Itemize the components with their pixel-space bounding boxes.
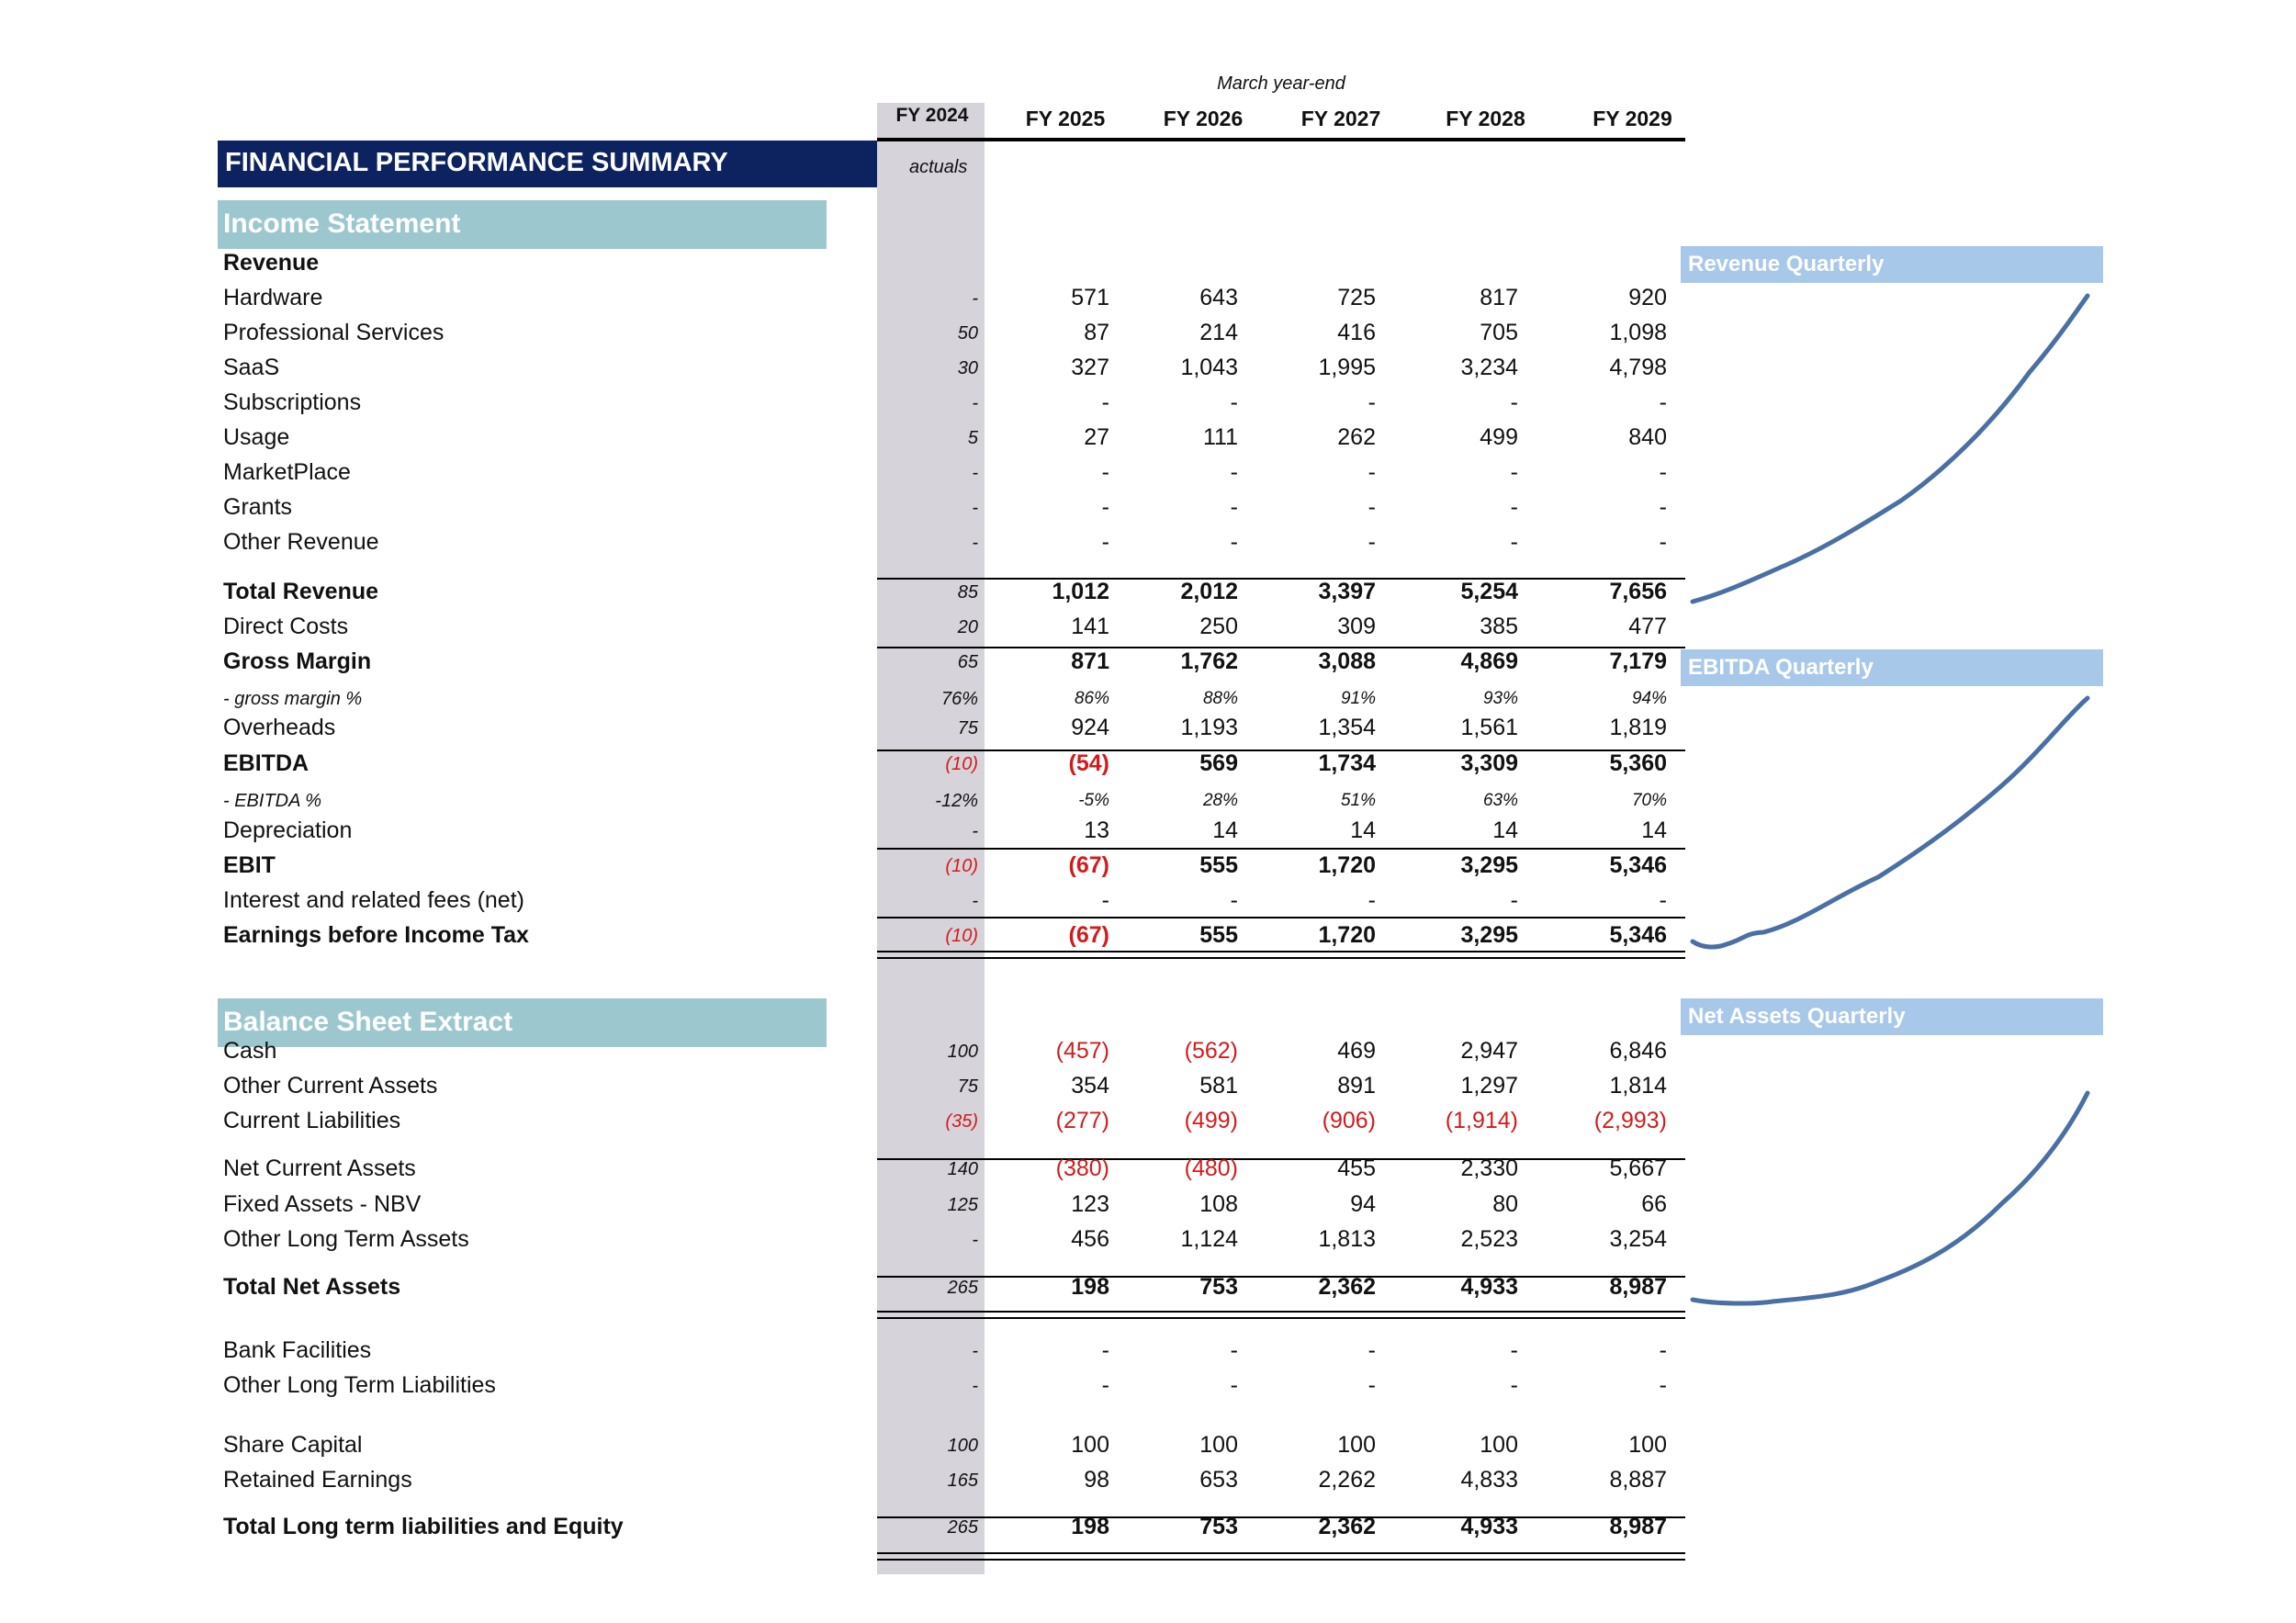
row-label: - EBITDA % [223,791,322,811]
table-cell: - [1659,459,1667,485]
table-cell: 100 [1071,1432,1109,1458]
table-cell: 8,887 [1609,1467,1667,1493]
table-cell: (10) [945,926,978,946]
table-cell: 5,360 [1609,750,1667,776]
row-label: Other Long Term Assets [223,1226,469,1252]
table-cell: 250 [1199,614,1238,639]
table-cell: 98 [1084,1467,1109,1493]
table-cell: - [1659,389,1667,415]
table-cell: 111 [1202,424,1238,450]
table-cell: 569 [1199,750,1238,776]
table-cell: - [1367,887,1376,913]
table-cell: 871 [1071,648,1109,674]
table-cell: 3,234 [1460,355,1518,380]
table-cell: (562) [1184,1038,1238,1064]
table-cell: 643 [1199,285,1238,310]
table-cell: 262 [1337,424,1376,450]
table-cell: (2,993) [1593,1108,1667,1133]
table-cell: 28% [1202,791,1238,810]
row-label: Total Net Assets [223,1274,401,1300]
table-cell: 7,179 [1609,648,1667,674]
table-cell: (10) [945,856,978,876]
table-cell: 66 [1641,1191,1667,1217]
table-cell: 3,397 [1318,579,1376,604]
table-cell: -12% [935,791,978,811]
table-cell: 198 [1071,1274,1109,1300]
table-cell: 1,354 [1318,715,1376,740]
table-cell: - [1230,389,1238,415]
table-cell: 75 [957,718,978,738]
table-cell: 3,295 [1460,852,1518,878]
table-cell: 1,734 [1318,750,1376,776]
row-label: Professional Services [223,320,445,345]
table-cell: - [1510,1337,1518,1363]
row-label: EBIT [223,852,276,878]
table-cell: - [1367,1372,1376,1398]
table-cell: - [1101,887,1109,913]
table-cell: 2,012 [1180,579,1238,604]
table-cell: - [1367,1337,1376,1363]
column-header-fy2028: FY 2028 [1446,107,1525,130]
table-cell: 20 [957,617,978,637]
table-cell: 214 [1199,320,1238,345]
table-cell: - [972,533,978,553]
table-cell: - [1659,529,1667,555]
table-cell: 753 [1199,1514,1238,1539]
section-balance-sheet: Balance Sheet Extract [218,998,827,1047]
table-cell: 5,254 [1460,579,1518,604]
table-cell: 1,762 [1180,648,1238,674]
table-cell: 80 [1492,1191,1518,1217]
table-cell: 1,720 [1318,922,1376,948]
row-label: Revenue [223,250,320,276]
row-label: Retained Earnings [223,1467,412,1493]
rule-ebit-tax-double-1 [877,951,1685,952]
table-cell: 2,362 [1318,1274,1376,1300]
table-cell: - [972,821,978,841]
table-cell: (35) [945,1111,978,1132]
row-label: Fixed Assets - NBV [223,1191,422,1217]
row-label: Other Revenue [223,529,379,555]
table-cell: 456 [1071,1226,1109,1252]
table-cell: 65 [957,652,978,672]
table-cell: 3,295 [1460,922,1518,948]
table-cell: 753 [1199,1274,1238,1300]
rule-equity-double-2 [877,1559,1685,1561]
chart-title-revenue: Revenue Quarterly [1681,246,2103,283]
table-cell: - [1659,887,1667,913]
table-cell: 2,947 [1460,1038,1518,1064]
table-cell: 1,043 [1180,355,1238,380]
table-cell: 100 [1199,1432,1238,1458]
row-label: Other Current Assets [223,1073,438,1099]
column-header-fy2025: FY 2025 [1025,107,1106,130]
table-cell: - [972,1376,978,1396]
row-label: Gross Margin [223,648,372,674]
table-cell: (906) [1322,1108,1376,1133]
table-cell: - [1230,1337,1238,1363]
table-cell: 4,933 [1460,1514,1518,1539]
rule-equity-double-1 [877,1552,1685,1554]
table-cell: 13 [1084,817,1109,843]
table-cell: 141 [1071,614,1109,639]
table-cell: 2,330 [1460,1155,1518,1181]
table-cell: - [1510,529,1518,555]
table-cell: 14 [1212,817,1238,843]
table-cell: 14 [1492,817,1518,843]
column-header-fy2027: FY 2027 [1300,107,1381,130]
table-cell: 94% [1631,689,1667,708]
table-cell: 108 [1199,1191,1238,1217]
table-cell: 140 [947,1159,978,1179]
table-cell: 14 [1641,817,1667,843]
table-cell: - [1367,389,1376,415]
table-cell: 123 [1071,1191,1109,1217]
table-cell: 1,098 [1609,320,1667,345]
table-cell: - [1230,1372,1238,1398]
row-label: Grants [223,494,293,520]
table-cell: 5 [967,428,978,448]
table-cell: 3,088 [1318,648,1376,674]
table-cell: (54) [1068,750,1109,776]
table-cell: 2,523 [1460,1226,1518,1252]
table-cell: 86% [1074,689,1109,708]
table-cell: (67) [1068,922,1109,948]
table-cell: 354 [1071,1073,1109,1099]
table-cell: 1,819 [1609,715,1667,740]
table-cell: - [1659,1372,1667,1398]
table-cell: 50 [957,323,978,344]
table-cell: 1,813 [1318,1226,1376,1252]
rule-ebit [877,848,1685,850]
chart-title-net-assets: Net Assets Quarterly [1681,998,2103,1035]
table-cell: - [1230,887,1238,913]
table-cell: 725 [1337,285,1376,310]
table-cell: 1,720 [1318,852,1376,878]
table-cell: - [1101,1372,1109,1398]
table-cell: 1,995 [1318,355,1376,380]
table-cell: (277) [1055,1108,1109,1133]
table-cell: 571 [1071,285,1109,310]
table-cell: 1,193 [1180,715,1238,740]
table-cell: - [1101,494,1109,520]
row-label: Interest and related fees (net) [223,887,524,913]
table-cell: - [1101,529,1109,555]
table-cell: 840 [1628,424,1667,450]
table-cell: 555 [1199,852,1238,878]
table-cell: 555 [1199,922,1238,948]
table-cell: 4,833 [1460,1467,1518,1493]
header-rule [877,138,1685,141]
table-cell: 27 [1084,424,1109,450]
table-cell: 477 [1628,614,1667,639]
table-cell: 4,933 [1460,1274,1518,1300]
rule-ebit-tax-double-2 [877,957,1685,959]
table-cell: 100 [947,1436,978,1456]
table-cell: 8,987 [1609,1514,1667,1539]
table-cell: 94 [1350,1191,1376,1217]
table-cell: 1,561 [1460,715,1518,740]
row-label: Current Liabilities [223,1108,401,1133]
rule-total-net-assets-double-1 [877,1311,1685,1313]
table-cell: 416 [1337,320,1376,345]
table-cell: - [1659,494,1667,520]
row-label: Earnings before Income Tax [223,922,529,948]
table-cell: 455 [1337,1155,1376,1181]
table-cell: 309 [1337,614,1376,639]
row-label: MarketPlace [223,459,351,485]
row-label: Direct Costs [223,614,349,639]
table-cell: (480) [1184,1155,1238,1181]
row-label: Hardware [223,285,323,310]
table-cell: 63% [1482,791,1518,810]
table-cell: 924 [1071,715,1109,740]
table-cell: 87 [1084,320,1109,345]
table-cell: 581 [1199,1073,1238,1099]
row-label: Total Revenue [223,579,379,604]
row-label: Subscriptions [223,389,362,415]
table-cell: (457) [1055,1038,1109,1064]
actuals-label: actuals [909,157,968,177]
table-cell: - [1510,459,1518,485]
table-cell: -5% [1078,791,1109,810]
table-cell: 5,346 [1609,922,1667,948]
table-cell: 91% [1340,689,1376,708]
table-cell: 100 [1628,1432,1667,1458]
table-cell: - [1101,389,1109,415]
table-cell: 499 [1480,424,1518,450]
table-cell: 265 [947,1517,978,1538]
table-cell: (380) [1055,1155,1109,1181]
table-cell: 1,012 [1052,579,1109,604]
table-cell: - [1510,389,1518,415]
table-cell: - [1659,1337,1667,1363]
revenue-sparkline [1690,285,2103,615]
table-cell: - [972,463,978,483]
column-header-fy2024: FY 2024 [895,105,969,126]
row-label: Other Long Term Liabilities [223,1372,496,1398]
table-cell: - [1230,529,1238,555]
column-header-fy2026: FY 2026 [1163,107,1244,130]
row-label: - gross margin % [223,689,363,709]
row-label: Net Current Assets [223,1155,416,1181]
row-label: Usage [223,424,290,450]
row-label: Overheads [223,715,336,740]
table-cell: 198 [1071,1514,1109,1539]
table-cell: - [972,393,978,413]
table-cell: 14 [1350,817,1376,843]
table-cell: - [1101,1337,1109,1363]
table-cell: 469 [1337,1038,1376,1064]
table-cell: 2,262 [1318,1467,1376,1493]
table-cell: - [1510,494,1518,520]
page-title: FINANCIAL PERFORMANCE SUMMARY [218,141,877,187]
table-cell: 88% [1202,689,1238,708]
table-cell: 1,814 [1609,1073,1667,1099]
table-cell: - [1510,887,1518,913]
table-cell: - [972,288,978,309]
table-cell: 1,124 [1180,1226,1238,1252]
net-assets-sparkline [1690,1084,2103,1313]
rule-ebit-tax-top [877,917,1685,919]
table-cell: - [1510,1372,1518,1398]
table-cell: 125 [947,1195,978,1215]
table-cell: (1,914) [1445,1108,1518,1133]
row-label: SaaS [223,355,280,380]
row-label: EBITDA [223,750,310,776]
chart-title-ebitda: EBITDA Quarterly [1681,649,2103,686]
table-cell: 3,254 [1609,1226,1667,1252]
table-cell: 70% [1631,791,1667,810]
table-cell: - [1101,459,1109,485]
table-cell: 1,297 [1460,1073,1518,1099]
table-cell: 5,667 [1609,1155,1667,1181]
table-cell: 8,987 [1609,1274,1667,1300]
table-cell: 327 [1071,355,1109,380]
table-cell: (499) [1184,1108,1238,1133]
table-cell: 76% [940,689,978,709]
table-cell: - [972,498,978,518]
row-label: Cash [223,1038,277,1064]
table-cell: 653 [1199,1467,1238,1493]
table-cell: 5,346 [1609,852,1667,878]
rule-total-net-assets-double-2 [877,1317,1685,1319]
table-cell: - [972,1341,978,1361]
table-cell: 920 [1628,285,1667,310]
table-cell: 817 [1480,285,1518,310]
table-cell: 4,798 [1609,355,1667,380]
row-label: Depreciation [223,817,353,843]
ebitda-sparkline [1690,689,2103,955]
row-label: Total Long term liabilities and Equity [223,1514,624,1539]
table-cell: 3,309 [1460,750,1518,776]
section-income-statement: Income Statement [218,200,827,249]
table-cell: (10) [945,754,978,774]
table-cell: - [1230,459,1238,485]
year-end-note: March year-end [1217,73,1345,94]
table-cell: 385 [1480,614,1518,639]
table-cell: 30 [957,358,978,378]
row-label: Bank Facilities [223,1337,372,1363]
table-cell: - [1367,529,1376,555]
table-cell: 100 [1480,1432,1518,1458]
table-cell: 4,869 [1460,648,1518,674]
table-cell: 165 [947,1471,978,1491]
table-cell: 7,656 [1609,579,1667,604]
table-cell: (67) [1068,852,1109,878]
table-cell: 51% [1340,791,1376,810]
table-cell: 85 [957,582,978,603]
table-cell: - [1367,494,1376,520]
table-cell: 265 [947,1278,978,1298]
table-cell: - [1367,459,1376,485]
row-label: Share Capital [223,1432,363,1458]
table-cell: 2,362 [1318,1514,1376,1539]
table-cell: 705 [1480,320,1518,345]
table-cell: - [1230,494,1238,520]
table-cell: 93% [1482,689,1518,708]
table-cell: - [972,1230,978,1250]
table-cell: - [972,891,978,911]
column-header-fy2029: FY 2029 [1593,107,1672,130]
table-cell: 6,846 [1609,1038,1667,1064]
table-cell: 891 [1337,1073,1376,1099]
table-cell: 75 [957,1076,978,1097]
table-cell: 100 [947,1042,978,1062]
table-cell: 100 [1337,1432,1376,1458]
